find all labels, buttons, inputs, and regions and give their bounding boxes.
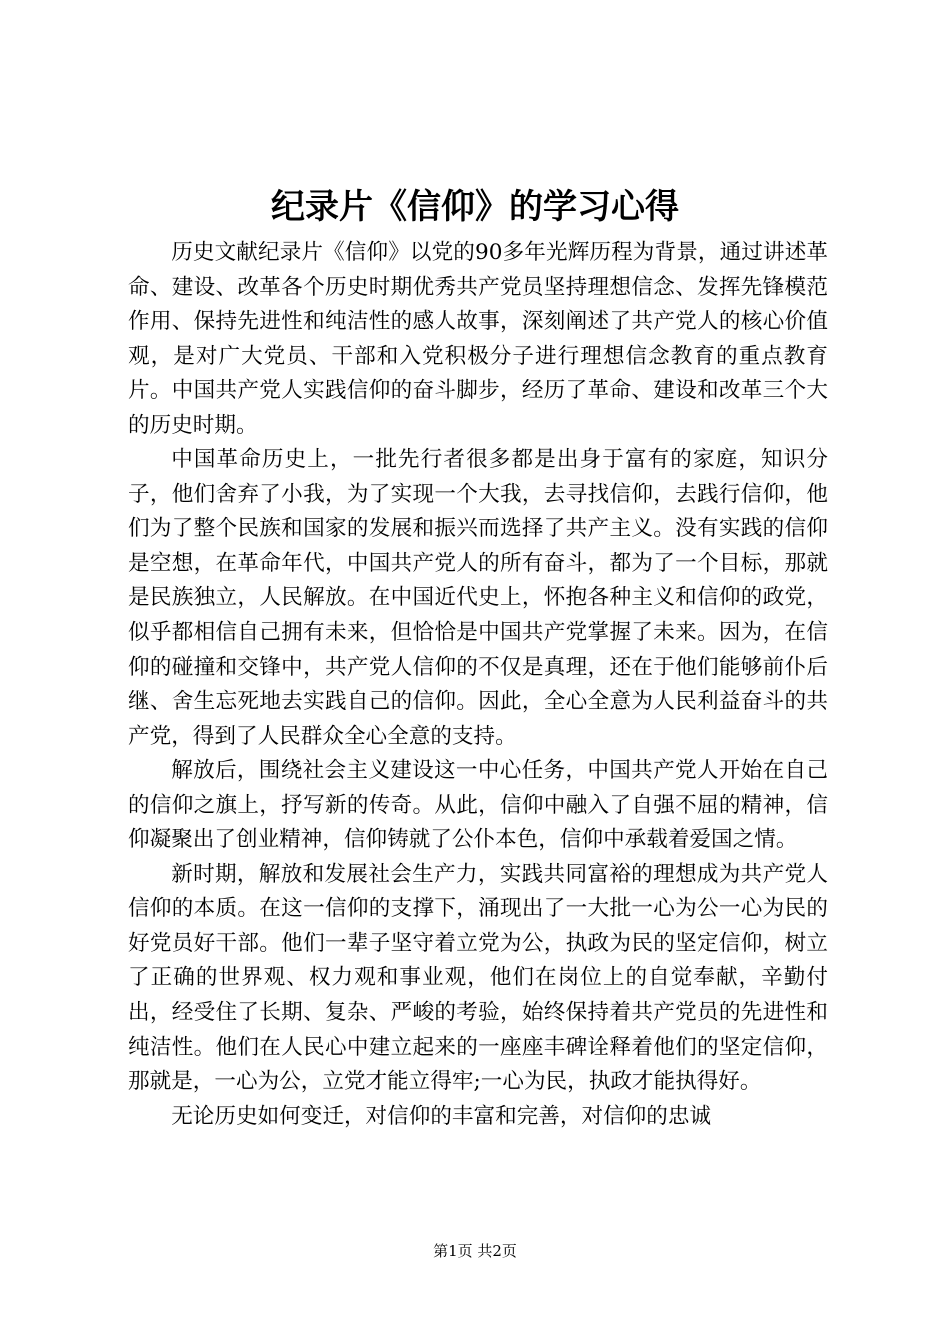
document-body — [128, 236, 828, 1134]
paragraph-1: 历史文献纪录片《信仰》以党的90多年光辉历程为背景，通过讲述革命、建设、改革各个历史时期优秀共产党员坚持理想信念、发挥先锋模范作用、保持先进性和纯洁性的感人故事，深刻阐述了共产党人的核心价值观，是对广大党员、干部和入党积极分子进行理想信念教育的重点教育片。中国共产党人实践信仰的奋斗脚步，经历了革命、建设和改革三个大的历史时期。 — [128, 240, 828, 438]
document-title: 纪录片《信仰》的学习心得 — [271, 187, 679, 227]
paragraph-3: 解放后，围绕社会主义建设这一中心任务，中国共产党人开始在自己的信仰之旗上，抒写新的传奇。从此，信仰中融入了自强不屈的精神，信仰凝聚出了创业精神，信仰铸就了公仆本色，信仰中承载着爱国之情。 — [128, 758, 828, 853]
paragraph-4: 新时期，解放和发展社会生产力，实践共同富裕的理想成为共产党人信仰的本质。在这一信仰的支撑下，涌现出了一大批一心为公一心为民的好党员好干部。他们一辈子坚守着立党为公，执政为民的坚定信仰，树立了正确的世界观、权力观和事业观，他们在岗位上的自觉奉献，辛勤付出，经受住了长期、复杂、严峻的考验，始终保持着共产党员的先进性和纯洁性。他们在人民心中建立起来的一座座丰碑诠释着他们的坚定信仰，那就是，一心为公，立党才能立得牢;一心为民，执政才能执得好。 — [128, 861, 828, 1095]
paragraph-5: 无论历史如何变迁，对信仰的丰富和完善，对信仰的忠诚 — [171, 1103, 712, 1129]
page-footer: 第1页 共2页 — [433, 1242, 517, 1260]
paragraph-2: 中国革命历史上，一批先行者很多都是出身于富有的家庭，知识分子，他们舍弃了小我，为了实现一个大我，去寻找信仰，去践行信仰，他们为了整个民族和国家的发展和振兴而选择了共产主义。没有实践的信仰是空想，在革命年代，中国共产党人的所有奋斗，都为了一个目标，那就是民族独立，人民解放。在中国近代史上，怀抱各种主义和信仰的政党，似乎都相信自己拥有未来，但恰恰是中国共产党掌握了未来。因为，在信仰的碰撞和交锋中，共产党人信仰的不仅是真理，还在于他们能够前仆后继、舍生忘死地去实践自己的信仰。因此，全心全意为人民利益奋斗的共产党，得到了人民群众全心全意的支持。 — [128, 447, 828, 749]
